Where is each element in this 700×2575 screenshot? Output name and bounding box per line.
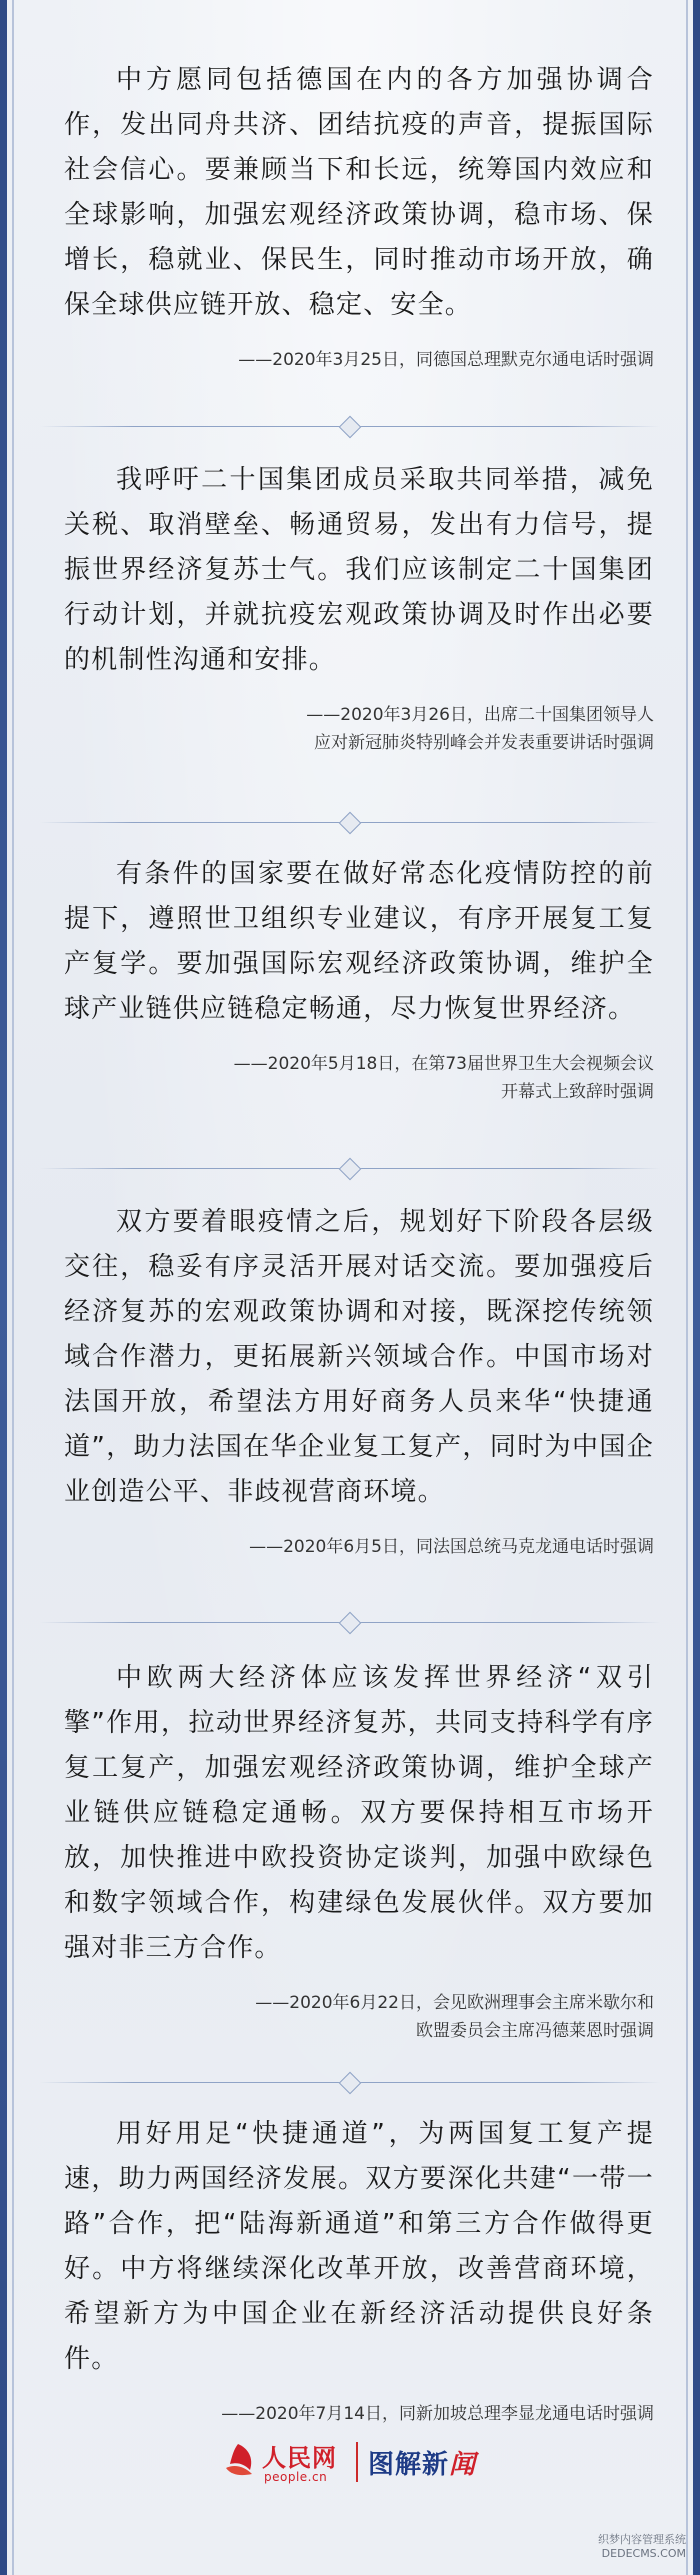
- section-divider: [40, 1608, 660, 1638]
- quote-source: [64, 346, 654, 374]
- frame-right-border: [693, 0, 700, 2575]
- frame-left-inner-line: [12, 0, 14, 2575]
- quote-source: [64, 1533, 654, 1561]
- people-daily-logo-icon: [218, 2440, 258, 2480]
- quote-section-3: [64, 852, 654, 1106]
- watermark: [598, 2533, 686, 2561]
- source-line: ——2020年6月22日，会见欧洲理事会主席米歇尔和: [255, 1993, 654, 2013]
- frame-left-border: [0, 0, 7, 2575]
- brand-prefix: 图解新: [368, 2450, 450, 2480]
- divider-diamond-icon: [339, 812, 362, 835]
- source-line: ——2020年3月26日，出席二十国集团领导人: [306, 705, 654, 725]
- quote-text: 有条件的国家要在做好常态化疫情防控的前提下，遵照世卫组织专业建议，有序开展复工复产复学。要加强国际宏观经济政策协调，维护全球产业链供应链稳定畅通，尽力恢复世界经济。: [64, 859, 654, 1024]
- quote-source: [64, 1050, 654, 1106]
- section-divider: [40, 1154, 660, 1184]
- watermark-line-1: 织梦内容管理系统: [598, 2533, 686, 2546]
- people-daily-logo-url: people.cn: [264, 2470, 328, 2484]
- quote-section-1: [64, 58, 654, 374]
- quote-text: 双方要着眼疫情之后，规划好下阶段各层级交往，稳妥有序灵活开展对话交流。要加强疫后经济复苏的宏观政策协调和对接，既深挖传统领域合作潜力，更拓展新兴领域合作。中国市场对法国开放，希望法方用好商务人员来华“快捷通道”，助力法国在华企业复工复产，同时为中国企业创造公平、非歧视营商环境。: [64, 1207, 654, 1507]
- source-line: 开幕式上致辞时强调: [501, 1082, 654, 1102]
- divider-diamond-icon: [339, 2072, 362, 2095]
- quote-source: [64, 2400, 654, 2428]
- source-line: ——2020年3月25日，同德国总理默克尔通电话时强调: [238, 350, 654, 370]
- quote-text: 中欧两大经济体应该发挥世界经济“双引擎”作用，拉动世界经济复苏，共同支持科学有序复工复产，加强宏观经济政策协调，维护全球产业链供应链稳定通畅。双方要保持相互市场开放，加快推进中欧投资协定谈判，加强中欧绿色和数字领域合作，构建绿色发展伙伴。双方要加强对非三方合作。: [64, 1663, 654, 1963]
- quote-section-2: [64, 458, 654, 757]
- quote-section-4: [64, 1200, 654, 1561]
- divider-diamond-icon: [339, 1612, 362, 1635]
- source-line: ——2020年5月18日，在第73届世界卫生大会视频会议: [233, 1054, 654, 1074]
- quote-source: [64, 1989, 654, 2045]
- brand-accent: 闻: [449, 2450, 477, 2480]
- quote-text: 中方愿同包括德国在内的各方加强协调合作，发出同舟共济、团结抗疫的声音，提振国际社会信心。要兼顾当下和长远，统筹国内效应和全球影响，加强宏观经济政策协调，稳市场、保增长，稳就业、保民生，同时推动市场开放，确保全球供应链开放、稳定、安全。: [64, 65, 654, 320]
- divider-diamond-icon: [339, 416, 362, 439]
- people-daily-logo-name: 人民网: [262, 2443, 337, 2472]
- quote-text: 用好用足“快捷通道”，为两国复工复产提速，助力两国经济发展。双方要深化共建“一带一路”合作，把“陆海新通道”和第三方合作做得更好。中方将继续深化改革开放，改善营商环境，希望新方为中国企业在新经济活动提供良好条件。: [64, 2119, 654, 2374]
- footer-logos: [0, 2432, 700, 2502]
- source-line: 欧盟委员会主席冯德莱恩时强调: [416, 2021, 654, 2041]
- source-line: ——2020年6月5日，同法国总统马克龙通电话时强调: [249, 1537, 654, 1557]
- source-line: ——2020年7月14日，同新加坡总理李显龙通电话时强调: [221, 2404, 654, 2424]
- quote-section-5: [64, 1656, 654, 2045]
- section-divider: [40, 412, 660, 442]
- watermark-line-2: DEDECMS.COM: [601, 2547, 686, 2560]
- logo-separator: [356, 2442, 358, 2482]
- source-line: 应对新冠肺炎特别峰会并发表重要讲话时强调: [314, 733, 654, 753]
- section-divider: [40, 808, 660, 838]
- tujie-xinwen-brand: [368, 2444, 476, 2481]
- divider-diamond-icon: [339, 1158, 362, 1181]
- section-divider: [40, 2068, 660, 2098]
- quote-source: [64, 701, 654, 757]
- quote-text: 我呼吁二十国集团成员采取共同举措，减免关税、取消壁垒、畅通贸易，发出有力信号，提振世界经济复苏士气。我们应该制定二十国集团行动计划，并就抗疫宏观政策协调及时作出必要的机制性沟通和安排。: [64, 465, 654, 675]
- frame-right-inner-line: [686, 0, 688, 2575]
- quote-section-6: [64, 2112, 654, 2428]
